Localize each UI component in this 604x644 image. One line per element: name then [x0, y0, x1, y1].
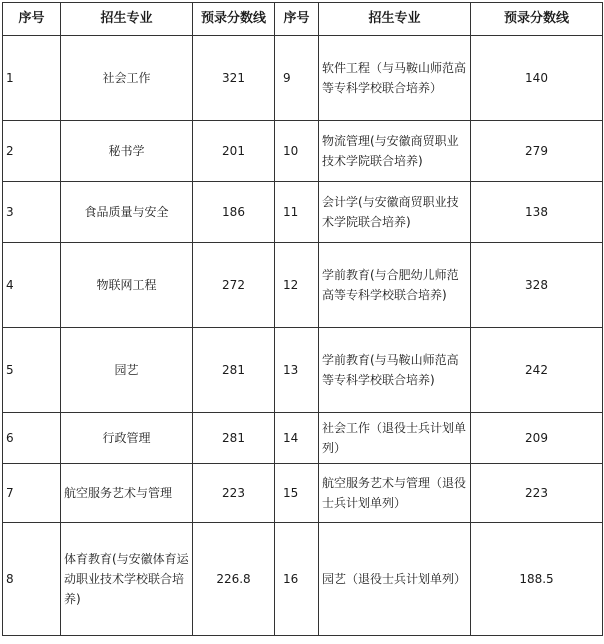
- major-cell: 软件工程（与马鞍山师范高等专科学校联合培养）: [319, 36, 471, 121]
- seq-cell: 9: [275, 36, 319, 121]
- major-cell: 秘书学: [61, 121, 193, 182]
- table-row: [3, 36, 603, 121]
- header-seq-left: 序号: [3, 3, 61, 36]
- score-cell: 328: [471, 243, 603, 328]
- score-cell: 186: [193, 182, 275, 243]
- admission-score-table: [2, 2, 603, 636]
- major-cell: 社会工作: [61, 36, 193, 121]
- header-score-right: 预录分数线: [471, 3, 603, 36]
- score-cell: 226.8: [193, 523, 275, 636]
- header-major-right: 招生专业: [319, 3, 471, 36]
- major-cell: 物联网工程: [61, 243, 193, 328]
- table-row: [3, 182, 603, 243]
- major-cell: 食品质量与安全: [61, 182, 193, 243]
- header-major-left: 招生专业: [61, 3, 193, 36]
- seq-cell: 5: [3, 328, 61, 413]
- table-row: [3, 328, 603, 413]
- score-cell: 188.5: [471, 523, 603, 636]
- seq-cell: 1: [3, 36, 61, 121]
- score-cell: 138: [471, 182, 603, 243]
- seq-cell: 11: [275, 182, 319, 243]
- major-cell: 园艺: [61, 328, 193, 413]
- score-cell: 281: [193, 413, 275, 464]
- table-row: [3, 121, 603, 182]
- table-header-row: [3, 3, 603, 36]
- score-cell: 201: [193, 121, 275, 182]
- major-cell: 航空服务艺术与管理（退役士兵计划单列）: [319, 464, 471, 523]
- seq-cell: 6: [3, 413, 61, 464]
- header-score-left: 预录分数线: [193, 3, 275, 36]
- seq-cell: 16: [275, 523, 319, 636]
- table-row: [3, 464, 603, 523]
- major-cell: 学前教育(与马鞍山师范高等专科学校联合培养): [319, 328, 471, 413]
- score-cell: 272: [193, 243, 275, 328]
- table-row: [3, 413, 603, 464]
- seq-cell: 4: [3, 243, 61, 328]
- seq-cell: 14: [275, 413, 319, 464]
- major-cell: 学前教育(与合肥幼儿师范高等专科学校联合培养): [319, 243, 471, 328]
- seq-cell: 2: [3, 121, 61, 182]
- seq-cell: 3: [3, 182, 61, 243]
- major-cell: 体育教育(与安徽体育运动职业技术学校联合培养): [61, 523, 193, 636]
- score-cell: 209: [471, 413, 603, 464]
- score-cell: 140: [471, 36, 603, 121]
- seq-cell: 8: [3, 523, 61, 636]
- score-cell: 242: [471, 328, 603, 413]
- seq-cell: 15: [275, 464, 319, 523]
- seq-cell: 12: [275, 243, 319, 328]
- header-seq-right: 序号: [275, 3, 319, 36]
- seq-cell: 10: [275, 121, 319, 182]
- major-cell: 会计学(与安徽商贸职业技术学院联合培养): [319, 182, 471, 243]
- major-cell: 物流管理(与安徽商贸职业技术学院联合培养): [319, 121, 471, 182]
- major-cell: 园艺（退役士兵计划单列）: [319, 523, 471, 636]
- major-cell: 行政管理: [61, 413, 193, 464]
- table-row: [3, 243, 603, 328]
- major-cell: 航空服务艺术与管理: [61, 464, 193, 523]
- seq-cell: 7: [3, 464, 61, 523]
- score-cell: 281: [193, 328, 275, 413]
- major-cell: 社会工作（退役士兵计划单列）: [319, 413, 471, 464]
- score-cell: 321: [193, 36, 275, 121]
- score-cell: 279: [471, 121, 603, 182]
- seq-cell: 13: [275, 328, 319, 413]
- table-row: [3, 523, 603, 636]
- score-cell: 223: [471, 464, 603, 523]
- score-cell: 223: [193, 464, 275, 523]
